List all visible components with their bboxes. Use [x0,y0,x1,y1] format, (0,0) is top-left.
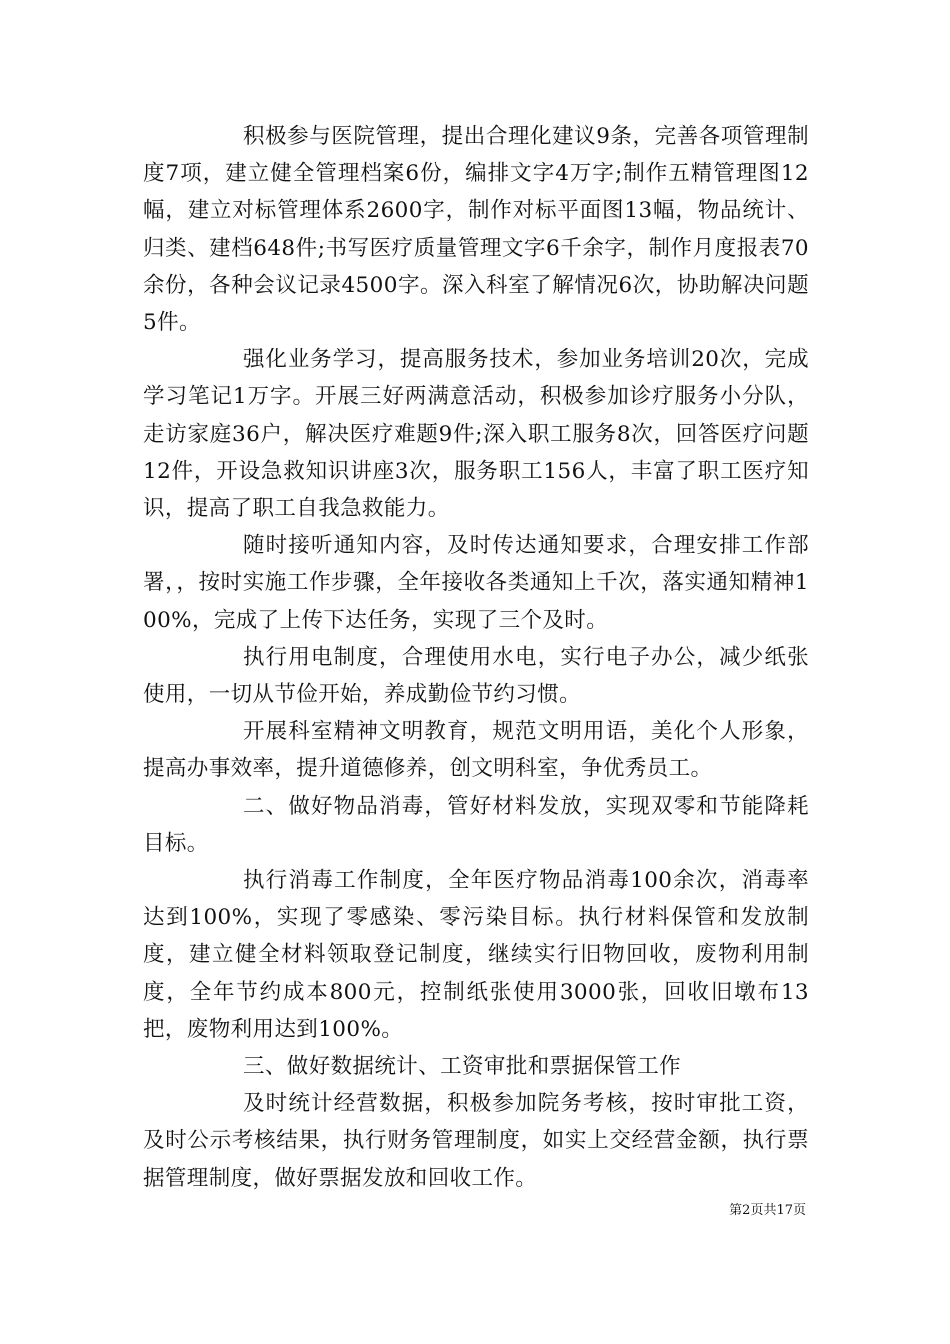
paragraph-civilization: 开展科室精神文明教育，规范文明用语，美化个人形象，提高办事效率，提升道德修养，创文明科室，争优秀员工。 [143,719,809,782]
section-heading-statistics: 三、做好数据统计、工资审批和票据保管工作 [243,1054,682,1080]
paragraph-business-study: 强化业务学习，提高服务技术，参加业务培训20次，完成学习笔记1万字。开展三好两满意活动，积极参加诊疗服务小分队，走访家庭36户，解决医疗难题9件;深入职工服务8次，回答医疗问题12件，开设急救知识讲座3次，服务职工156人，丰富了职工医疗知识，提高了职工自我急救能力。 [143,347,809,522]
paragraph-statistics: 及时统计经营数据，积极参加院务考核，按时审批工资，及时公示考核结果，执行财务管理制度，如实上交经营金额，执行票据管理制度，做好票据发放和回收工作。 [143,1091,809,1191]
page-number-footer: 第2页共17页 [729,1203,806,1218]
document-body [143,118,809,1197]
section-heading-disinfection: 二、做好物品消毒，管好材料发放，实现双零和节能降耗目标。 [143,793,809,856]
paragraph-electricity: 执行用电制度，合理使用水电，实行电子办公，减少纸张使用，一切从节俭开始，养成勤俭节约习惯。 [143,644,809,708]
paragraph-hospital-management: 积极参与医院管理，提出合理化建议9条，完善各项管理制度7项，建立健全管理档案6份，编排文字4万字;制作五精管理图12幅，建立对标管理体系2600字，制作对标平面图13幅，物品统计、归类、建档648件;书写医疗质量管理文字6千余字，制作月度报表70余份，各种会议记录4500字。深入科室了解情况6次，协助解决问题5件。 [143,124,809,336]
paragraph-notifications: 随时接听通知内容，及时传达通知要求，合理安排工作部署，，按时实施工作步骤，全年接收各类通知上千次，落实通知精神100%，完成了上传下达任务，实现了三个及时。 [143,533,809,633]
paragraph-disinfection: 执行消毒工作制度，全年医疗物品消毒100余次，消毒率达到100%，实现了零感染、零污染目标。执行材料保管和发放制度，建立健全材料领取登记制度，继续实行旧物回收，废物利用制度，全年节约成本800元，控制纸张使用3000张，回收旧墩布13把，废物利用达到100%。 [143,868,809,1042]
